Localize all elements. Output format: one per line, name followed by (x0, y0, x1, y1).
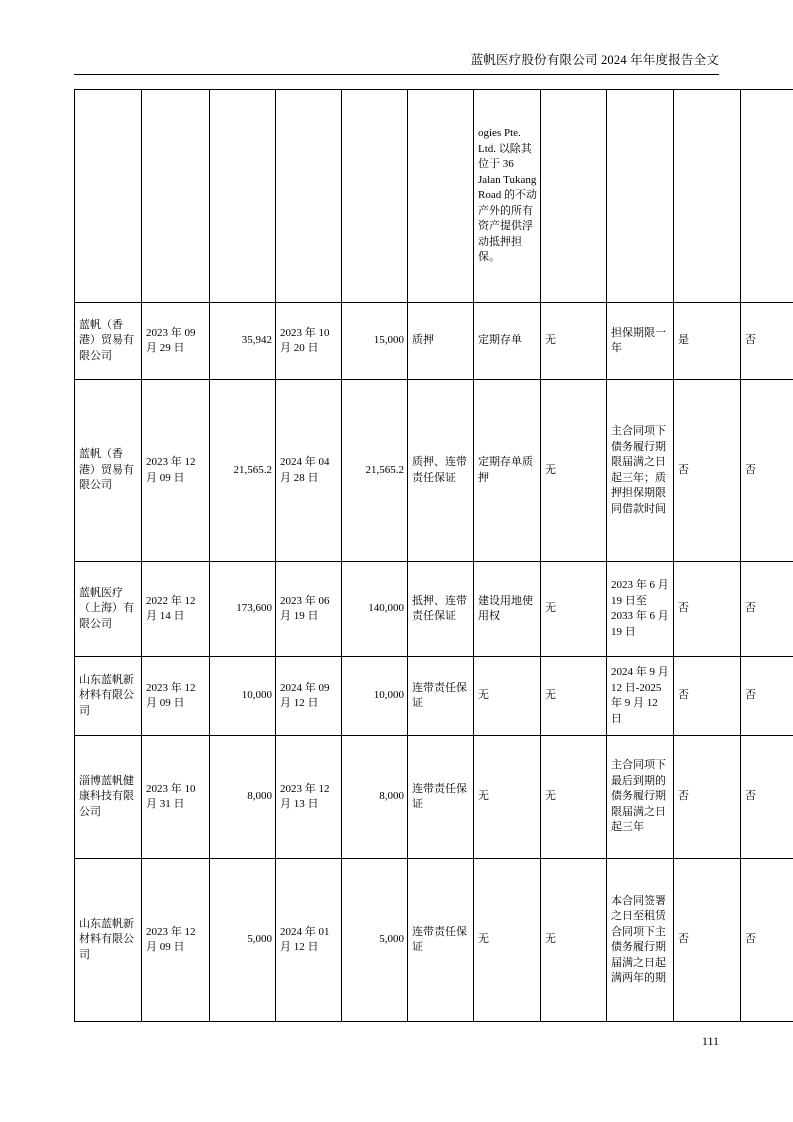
table-row (75, 380, 793, 562)
cell-guarantee-term: 本合同签署之日至租赁合同项下主债务履行期届满之日起满两年的期 (607, 859, 674, 1022)
header-divider (74, 74, 719, 75)
cell-guarantor (75, 90, 142, 303)
cell-counter-guarantee: 无 (541, 657, 607, 736)
table-row (75, 736, 793, 859)
cell-guarantee-term: 担保期限一年 (607, 303, 674, 380)
cell-occurrence-date: 2023 年 12 月 09 日 (142, 657, 210, 736)
cell-guarantee-type: 连带责任保证 (408, 859, 474, 1022)
cell-completed: 否 (674, 562, 741, 657)
cell-guarantee-term (607, 90, 674, 303)
cell-counter-guarantee: 无 (541, 303, 607, 380)
cell-counter-guarantee: 无 (541, 736, 607, 859)
running-header: 蓝帆医疗股份有限公司 2024 年年度报告全文 (470, 53, 719, 67)
cell-start-date: 2024 年 09 月 12 日 (276, 657, 342, 736)
cell-related-party: 否 (741, 657, 793, 736)
cell-collateral: 定期存单质押 (474, 380, 541, 562)
guarantee-and-pledge-table (74, 89, 793, 1022)
cell-actual-amount (342, 90, 408, 303)
cell-collateral: 定期存单 (474, 303, 541, 380)
cell-amount: 5,000 (210, 859, 276, 1022)
page-number: 111 (701, 1034, 719, 1048)
cell-guarantor: 山东蓝帆新材料有限公司 (75, 657, 142, 736)
cell-start-date: 2024 年 01 月 12 日 (276, 859, 342, 1022)
cell-amount: 10,000 (210, 657, 276, 736)
cell-collateral: 无 (474, 736, 541, 859)
cell-amount: 173,600 (210, 562, 276, 657)
cell-amount: 35,942 (210, 303, 276, 380)
table-row (75, 562, 793, 657)
cell-related-party: 否 (741, 380, 793, 562)
cell-guarantee-type: 质押 (408, 303, 474, 380)
cell-completed: 否 (674, 380, 741, 562)
cell-guarantor: 蓝帆（香港）贸易有限公司 (75, 380, 142, 562)
cell-amount: 21,565.2 (210, 380, 276, 562)
cell-occurrence-date (142, 90, 210, 303)
cell-actual-amount: 5,000 (342, 859, 408, 1022)
cell-occurrence-date: 2023 年 09 月 29 日 (142, 303, 210, 380)
table-row (75, 859, 793, 1022)
cell-related-party (741, 90, 793, 303)
cell-guarantee-type: 抵押、连带责任保证 (408, 562, 474, 657)
cell-related-party: 否 (741, 736, 793, 859)
cell-start-date: 2023 年 10 月 20 日 (276, 303, 342, 380)
cell-counter-guarantee: 无 (541, 562, 607, 657)
table-row (75, 303, 793, 380)
cell-guarantor: 山东蓝帆新材料有限公司 (75, 859, 142, 1022)
table-row (75, 90, 793, 303)
cell-guarantee-term: 主合同项下债务履行期限届满之日起三年；质押担保期限同借款时间 (607, 380, 674, 562)
cell-start-date: 2023 年 12 月 13 日 (276, 736, 342, 859)
cell-collateral: ogies Pte. Ltd. 以除其位于 36 Jalan Tukang Road 的不动产外的所有资产提供浮动抵押担保。 (474, 90, 541, 303)
cell-collateral: 建设用地使用权 (474, 562, 541, 657)
cell-guarantee-type: 连带责任保证 (408, 657, 474, 736)
cell-actual-amount: 8,000 (342, 736, 408, 859)
cell-completed (674, 90, 741, 303)
table-row (75, 657, 793, 736)
cell-amount (210, 90, 276, 303)
cell-counter-guarantee (541, 90, 607, 303)
cell-start-date: 2024 年 04 月 28 日 (276, 380, 342, 562)
cell-completed: 否 (674, 859, 741, 1022)
cell-guarantee-term: 主合同项下最后到期的债务履行期限届满之日起三年 (607, 736, 674, 859)
cell-occurrence-date: 2023 年 10 月 31 日 (142, 736, 210, 859)
cell-collateral: 无 (474, 657, 541, 736)
cell-occurrence-date: 2023 年 12 月 09 日 (142, 859, 210, 1022)
cell-start-date (276, 90, 342, 303)
cell-guarantee-type: 质押、连带责任保证 (408, 380, 474, 562)
cell-related-party: 否 (741, 562, 793, 657)
cell-occurrence-date: 2023 年 12 月 09 日 (142, 380, 210, 562)
cell-completed: 否 (674, 657, 741, 736)
cell-guarantee-term: 2024 年 9 月 12 日-2025 年 9 月 12 日 (607, 657, 674, 736)
cell-occurrence-date: 2022 年 12 月 14 日 (142, 562, 210, 657)
table-body (75, 90, 793, 1022)
cell-related-party: 否 (741, 859, 793, 1022)
table-container (74, 89, 756, 1022)
cell-guarantee-type (408, 90, 474, 303)
cell-start-date: 2023 年 06 月 19 日 (276, 562, 342, 657)
cell-actual-amount: 10,000 (342, 657, 408, 736)
cell-guarantee-term: 2023 年 6 月 19 日至 2033 年 6 月 19 日 (607, 562, 674, 657)
cell-completed: 是 (674, 303, 741, 380)
cell-guarantee-type: 连带责任保证 (408, 736, 474, 859)
cell-actual-amount: 21,565.2 (342, 380, 408, 562)
cell-related-party: 否 (741, 303, 793, 380)
cell-actual-amount: 15,000 (342, 303, 408, 380)
cell-counter-guarantee: 无 (541, 859, 607, 1022)
cell-guarantor: 淄博蓝帆健康科技有限公司 (75, 736, 142, 859)
cell-guarantor: 蓝帆（香港）贸易有限公司 (75, 303, 142, 380)
cell-counter-guarantee: 无 (541, 380, 607, 562)
cell-actual-amount: 140,000 (342, 562, 408, 657)
cell-completed: 否 (674, 736, 741, 859)
cell-amount: 8,000 (210, 736, 276, 859)
cell-collateral: 无 (474, 859, 541, 1022)
cell-guarantor: 蓝帆医疗（上海）有限公司 (75, 562, 142, 657)
